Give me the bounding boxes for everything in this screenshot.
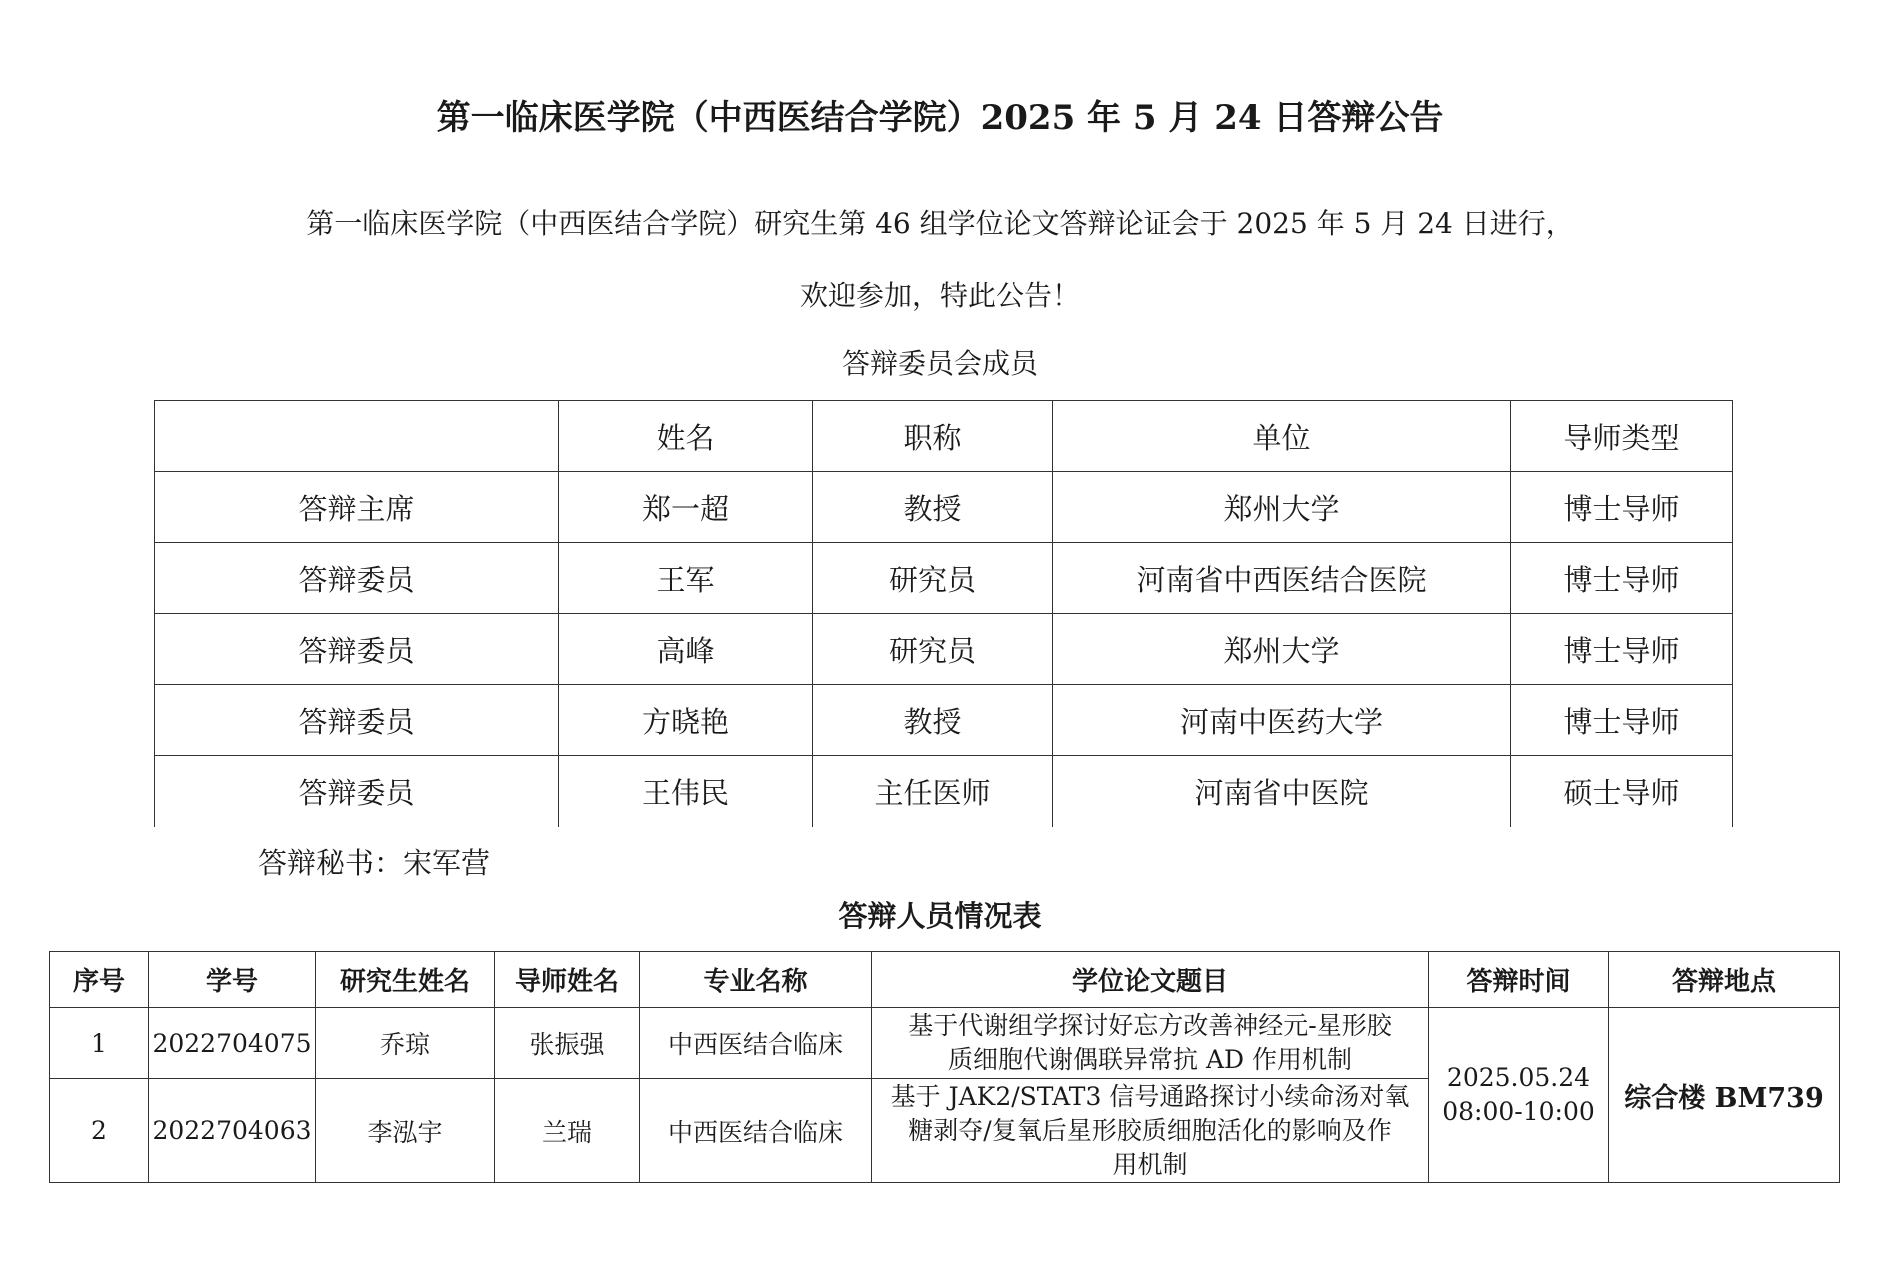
defense-student-name: 李泓宇 [316,1079,495,1183]
defense-student-id: 2022704063 [149,1079,316,1183]
committee-advisor-type: 博士导师 [1511,543,1733,614]
thesis-title-line: 用机制 [1112,1149,1188,1179]
committee-name: 王伟民 [559,756,813,827]
committee-name: 王军 [559,543,813,614]
thesis-title-line: 糖剥夺/复氧后星形胶质细胞活化的影响及作 [908,1115,1392,1145]
committee-header-row [155,401,1733,472]
committee-header-title: 职称 [813,401,1053,472]
thesis-title-line: 基于代谢组学探讨好忘方改善神经元-星形胶 [908,1011,1392,1040]
committee-name: 郑一超 [559,472,813,543]
committee-advisor-type: 博士导师 [1511,472,1733,543]
committee-role: 答辩委员 [155,543,559,614]
committee-title: 研究员 [813,543,1053,614]
defense-header-thesis: 学位论文题目 [872,952,1429,1008]
committee-unit: 河南中医药大学 [1053,685,1511,756]
defense-header-row [50,952,1840,1008]
table-row [155,756,1733,827]
defense-student-name: 乔琼 [316,1008,495,1079]
committee-name: 方晓艳 [559,685,813,756]
committee-role: 答辩委员 [155,685,559,756]
defense-advisor-name: 张振强 [495,1008,640,1079]
committee-header-name: 姓名 [559,401,813,472]
committee-name: 高峰 [559,614,813,685]
committee-advisor-type: 硕士导师 [1511,756,1733,827]
defense-date: 2025.05.24 [1446,1063,1591,1092]
defense-header-advisor: 导师姓名 [495,952,640,1008]
defense-major: 中西医结合临床 [640,1079,872,1183]
committee-title: 研究员 [813,614,1053,685]
defense-thesis-title [872,1008,1429,1079]
defense-student-id: 2022704075 [149,1008,316,1079]
defense-header-major: 专业名称 [640,952,872,1008]
table-row [155,472,1733,543]
table-row [155,614,1733,685]
committee-section-title: 答辩委员会成员 [841,347,1038,380]
committee-title: 教授 [813,685,1053,756]
committee-unit: 郑州大学 [1053,472,1511,543]
defense-no: 2 [50,1079,149,1183]
defense-header-time: 答辩时间 [1429,952,1609,1008]
defense-location: 综合楼 BM739 [1609,1008,1840,1183]
committee-header-unit: 单位 [1053,401,1511,472]
defense-secretary: 答辩秘书：宋军营 [258,846,491,880]
committee-header-role [155,401,559,472]
committee-unit: 郑州大学 [1053,614,1511,685]
committee-role: 答辩主席 [155,472,559,543]
thesis-title-line: 基于 JAK2/STAT3 信号通路探讨小续命汤对氧 [890,1081,1410,1111]
committee-unit: 河南省中西医结合医院 [1053,543,1511,614]
defense-time [1429,1008,1609,1183]
committee-header-advisor-type: 导师类型 [1511,401,1733,472]
table-row [50,1008,1840,1079]
intro-line-2: 欢迎参加，特此公告！ [799,279,1080,312]
page-title: 第一临床医学院（中西医结合学院）2025 年 5 月 24 日答辩公告 [436,98,1444,138]
committee-advisor-type: 博士导师 [1511,685,1733,756]
defense-table [49,951,1840,1183]
thesis-title-line: 质细胞代谢偶联异常抗 AD 作用机制 [948,1045,1352,1074]
defense-hours: 08:00-10:00 [1442,1097,1595,1126]
committee-title: 教授 [813,472,1053,543]
defense-advisor-name: 兰瑞 [495,1079,640,1183]
defense-header-student: 研究生姓名 [316,952,495,1008]
committee-table [154,400,1733,827]
committee-unit: 河南省中医院 [1053,756,1511,827]
defense-section-title: 答辩人员情况表 [838,899,1042,933]
table-row [155,543,1733,614]
committee-role: 答辩委员 [155,756,559,827]
defense-thesis-title [872,1079,1429,1183]
defense-header-id: 学号 [149,952,316,1008]
defense-header-no: 序号 [50,952,149,1008]
defense-major: 中西医结合临床 [640,1008,872,1079]
committee-title: 主任医师 [813,756,1053,827]
table-row [155,685,1733,756]
defense-header-location: 答辩地点 [1609,952,1840,1008]
defense-no: 1 [50,1008,149,1079]
committee-advisor-type: 博士导师 [1511,614,1733,685]
committee-role: 答辩委员 [155,614,559,685]
intro-line-1: 第一临床医学院（中西医结合学院）研究生第 46 组学位论文答辩论证会于 2025 年 5 月 24 日进行， [306,207,1574,240]
